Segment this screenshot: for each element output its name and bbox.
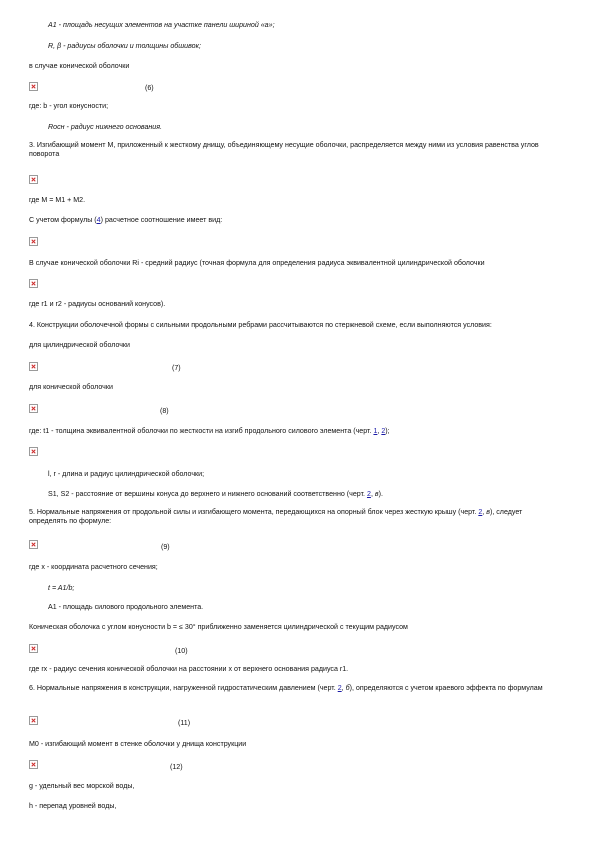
text-line: Коническая оболочка с углом конусности b = ≤ 30° приближенно заменяется цилиндрической с текущим радиусом — [29, 623, 408, 631]
paragraph — [29, 508, 559, 526]
text-line: A1 - площадь несущих элементов на участке панели шириной «a»; — [48, 21, 275, 29]
text-span: , — [370, 490, 375, 498]
text-span: ); — [385, 427, 390, 435]
text-line: t = A1/b; — [48, 584, 75, 592]
broken-image-icon — [29, 279, 38, 288]
text-span: 5. Нормальные напряжения от продольной силы и изгибающего момента, передающихся на опорный блок через жесткую крышу (черт. — [29, 508, 479, 516]
equation-number: (9) — [161, 543, 170, 551]
drawing-link[interactable]: 2 — [478, 508, 483, 516]
text-line: g - удельный вес морской воды, — [29, 782, 135, 790]
broken-image-icon — [29, 760, 38, 769]
text-line: M0 - изгибающий момент в стенке оболочки у днища конструкции — [29, 740, 247, 748]
equation-number: (8) — [160, 407, 169, 415]
broken-image-icon — [29, 82, 38, 91]
text-line: где: b - угол конусности; — [29, 102, 109, 110]
text-line: в случае конической оболочки — [29, 62, 130, 70]
text-line: где rx - радиус сечения конической оболочки на расстоянии x от верхнего основания радиуса r1. — [29, 665, 349, 673]
broken-image-icon — [29, 447, 38, 456]
text-line — [29, 427, 390, 436]
equation-number: (10) — [175, 647, 188, 655]
text-line: для конической оболочки — [29, 383, 113, 391]
broken-image-icon — [29, 362, 38, 371]
broken-image-icon — [29, 175, 38, 184]
text-line: A1 - площадь силового продольного элемента. — [48, 603, 204, 611]
text-line: Rосн - радиус нижнего основания. — [48, 123, 162, 131]
text-line: где r1 и r2 - радиусы оснований конусов). — [29, 300, 166, 308]
text-span: б — [345, 684, 350, 692]
text-line: где M = M1 + M2. — [29, 196, 86, 204]
drawing-link[interactable]: 1 — [373, 427, 378, 435]
broken-image-icon — [29, 716, 38, 725]
text-span: С учетом формулы ( — [29, 216, 97, 224]
text-span: 6. Нормальные напряжения в конструкции, нагруженной гидростатическим давлением (черт. — [29, 684, 338, 692]
equation-number: (12) — [170, 763, 183, 771]
text-span: , — [341, 684, 346, 692]
drawing-link[interactable]: 2 — [366, 490, 371, 498]
text-span: ). — [378, 490, 383, 498]
text-span: , — [482, 508, 487, 516]
paragraph — [29, 684, 559, 693]
text-line: 4. Конструкции оболочечной формы с сильными продольными ребрами рассчитываются по стержневой схеме, если выполняются условия: — [29, 321, 492, 329]
drawing-link[interactable]: 2 — [381, 427, 386, 435]
broken-image-icon — [29, 237, 38, 246]
text-line: где x - координата расчетного сечения; — [29, 563, 158, 571]
formula-link[interactable]: 4 — [96, 216, 101, 224]
text-span: ), определяются с учетом краевого эффекта по формулам — [349, 684, 543, 692]
equation-number: (7) — [172, 364, 181, 372]
equation-number: (6) — [145, 84, 154, 92]
text-line: R, β - радиусы оболочки и толщины обшивок; — [48, 42, 201, 50]
text-line: h - перепад уровней воды, — [29, 802, 117, 810]
text-span: где: t1 - толщина эквивалентной оболочки по жесткости на изгиб продольного силового элемента (черт. — [29, 427, 374, 435]
text-span: S1, S2 - расстояние от вершины конуса до верхнего и нижнего оснований соответственно (черт. — [48, 490, 367, 498]
paragraph: 3. Изгибающий момент M, приложенный к жесткому днищу, объединяющему несущие оболочки, распределяется между ними из условия равенства углов поворота — [29, 141, 539, 158]
text-line: для цилиндрической оболочки — [29, 341, 130, 349]
text-span: , — [377, 427, 382, 435]
broken-image-icon — [29, 644, 38, 653]
text-line: В случае конической оболочки Ri - средний радиус (точная формула для определения радиуса эквивалентной цилиндрической оболочки — [29, 259, 485, 267]
broken-image-icon — [29, 540, 38, 549]
text-span: ) расчетное соотношение имеет вид: — [100, 216, 223, 224]
text-span: в — [374, 490, 379, 498]
drawing-link[interactable]: 2 — [337, 684, 342, 692]
text-line — [29, 216, 222, 225]
text-line — [48, 490, 383, 499]
text-line: l, r - длина и радиус цилиндрической оболочки; — [48, 470, 205, 478]
equation-number: (11) — [178, 719, 191, 727]
text-span: ), следует определять по формуле: — [29, 508, 523, 525]
text-span: в — [486, 508, 490, 516]
broken-image-icon — [29, 404, 38, 413]
